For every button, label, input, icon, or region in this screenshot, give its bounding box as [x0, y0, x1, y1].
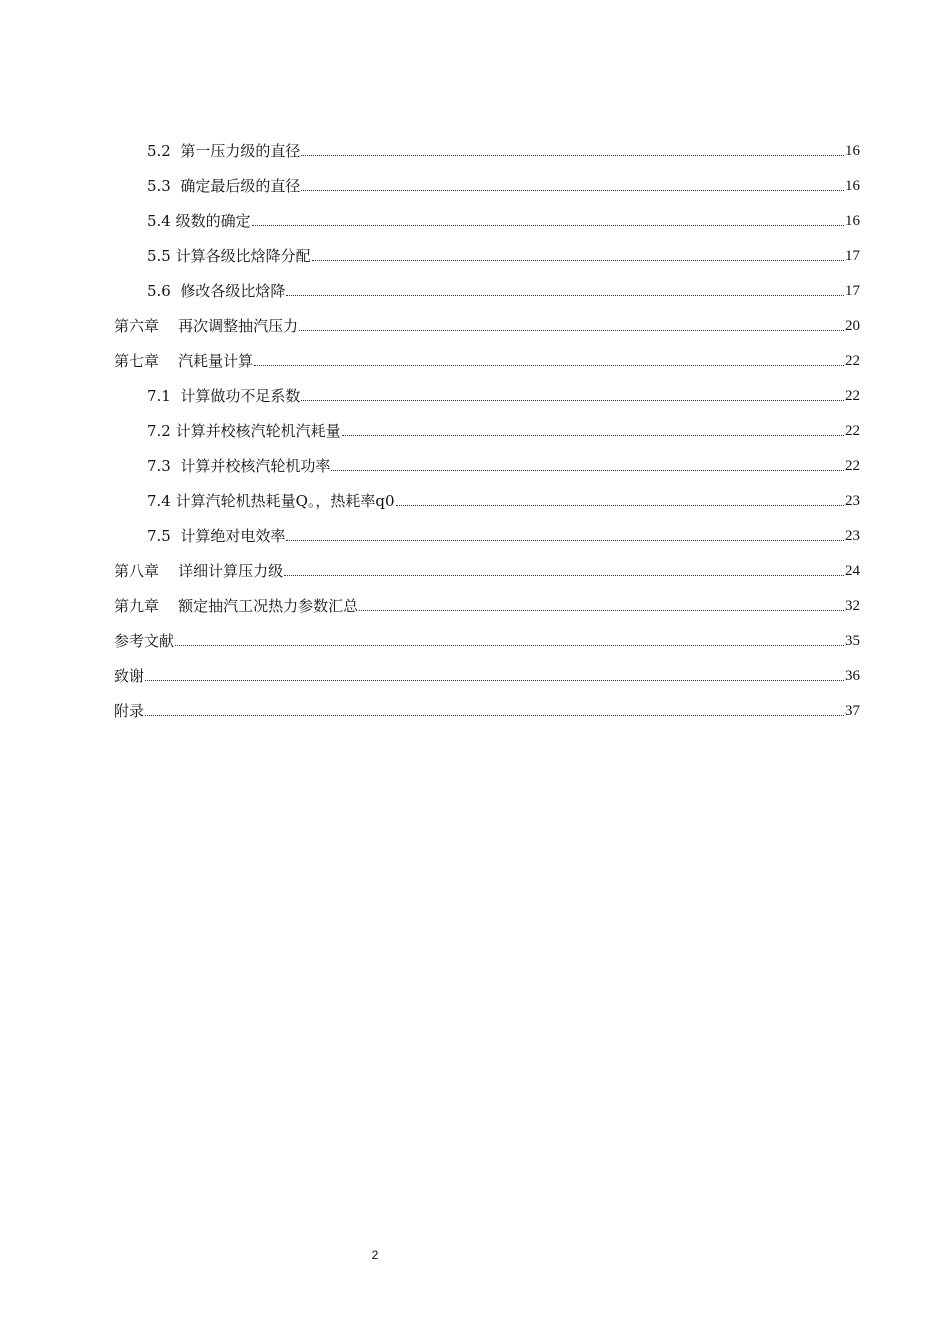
- toc-entry-5-2[interactable]: [114, 126, 860, 161]
- toc-entry-page: 20: [845, 318, 860, 334]
- toc-dot-leader: [286, 540, 844, 541]
- toc-entry-label: 致谢: [114, 667, 145, 685]
- toc-dot-leader: [175, 645, 844, 646]
- page-number: 2: [371, 1248, 379, 1262]
- toc-dot-leader: [312, 260, 844, 261]
- toc-entry-label: 附录: [114, 702, 145, 720]
- toc-dot-leader: [301, 190, 844, 191]
- toc-entry-appendix[interactable]: [114, 686, 860, 721]
- toc-entry-chapter-7[interactable]: [114, 336, 860, 371]
- toc-entry-page: 22: [845, 458, 860, 474]
- toc-entry-7-1[interactable]: [114, 371, 860, 406]
- toc-entry-5-6[interactable]: [114, 266, 860, 301]
- toc-entry-references[interactable]: [114, 616, 860, 651]
- toc-entry-label: 第六章 再次调整抽汽压力: [114, 317, 299, 335]
- toc-entry-label: 第七章 汽耗量计算: [114, 352, 254, 370]
- toc-entry-label: 7.2 计算并校核汽轮机汽耗量: [147, 422, 341, 440]
- toc-entry-label: 5.3 确定最后级的直径: [147, 177, 301, 195]
- toc-entry-chapter-9[interactable]: [114, 581, 860, 616]
- toc-entry-label: 7.4 计算汽轮机热耗量Q。，热耗率q0: [147, 492, 395, 510]
- toc-entry-page: 23: [845, 493, 860, 509]
- toc-entry-page: 23: [845, 528, 860, 544]
- toc-entry-7-5[interactable]: [114, 511, 860, 546]
- toc-dot-leader: [301, 400, 844, 401]
- toc-entry-label: 第九章 额定抽汽工况热力参数汇总: [114, 597, 359, 615]
- toc-dot-leader: [145, 680, 844, 681]
- toc-dot-leader: [254, 365, 844, 366]
- toc-entry-page: 16: [845, 143, 860, 159]
- toc-entry-5-4[interactable]: [114, 196, 860, 231]
- toc-dot-leader: [299, 330, 844, 331]
- toc-dot-leader: [342, 435, 844, 436]
- toc-dot-leader: [286, 295, 844, 296]
- toc-entry-7-4[interactable]: [114, 476, 860, 511]
- toc-entry-label: 5.5 计算各级比焓降分配: [147, 247, 311, 265]
- toc-dot-leader: [252, 225, 844, 226]
- toc-entry-page: 36: [845, 668, 860, 684]
- toc-dot-leader: [301, 155, 844, 156]
- toc-entry-page: 22: [845, 353, 860, 369]
- toc-entry-page: 32: [845, 598, 860, 614]
- toc-entry-page: 17: [845, 248, 860, 264]
- toc-entry-acknowledgements[interactable]: [114, 651, 860, 686]
- toc-entry-chapter-8[interactable]: [114, 546, 860, 581]
- toc-entry-page: 24: [845, 563, 860, 579]
- toc-entry-label: 5.2 第一压力级的直径: [147, 142, 301, 160]
- toc-entry-page: 22: [845, 388, 860, 404]
- toc-entry-page: 37: [845, 703, 860, 719]
- toc-dot-leader: [331, 470, 844, 471]
- toc-entry-page: 22: [845, 423, 860, 439]
- toc-dot-leader: [359, 610, 844, 611]
- toc-entry-label: 7.5 计算绝对电效率: [147, 527, 286, 545]
- toc-entry-label: 5.6 修改各级比焓降: [147, 282, 286, 300]
- toc-entry-page: 16: [845, 178, 860, 194]
- toc-entry-chapter-6[interactable]: [114, 301, 860, 336]
- toc-entry-label: 第八章 详细计算压力级: [114, 562, 284, 580]
- table-of-contents: [114, 126, 860, 721]
- toc-entry-label: 7.1 计算做功不足系数: [147, 387, 301, 405]
- toc-entry-label: 7.3 计算并校核汽轮机功率: [147, 457, 331, 475]
- toc-entry-7-2[interactable]: [114, 406, 860, 441]
- toc-entry-page: 16: [845, 213, 860, 229]
- toc-dot-leader: [396, 505, 844, 506]
- toc-entry-5-3[interactable]: [114, 161, 860, 196]
- toc-entry-5-5[interactable]: [114, 231, 860, 266]
- toc-dot-leader: [145, 715, 844, 716]
- toc-dot-leader: [284, 575, 844, 576]
- toc-entry-page: 35: [845, 633, 860, 649]
- toc-entry-page: 17: [845, 283, 860, 299]
- toc-entry-7-3[interactable]: [114, 441, 860, 476]
- toc-entry-label: 参考文献: [114, 632, 175, 650]
- toc-entry-label: 5.4 级数的确定: [147, 212, 251, 230]
